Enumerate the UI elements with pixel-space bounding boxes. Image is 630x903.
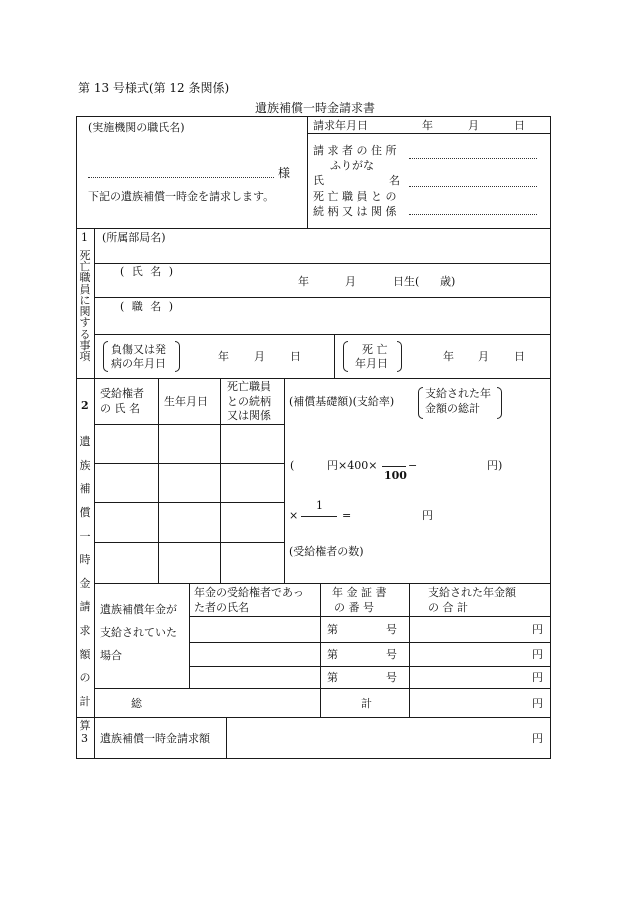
request-date-label: 請求年月日	[313, 119, 368, 132]
col-birthdate: 生年月日	[164, 395, 208, 408]
total-label-1: 総	[131, 697, 142, 710]
name-line[interactable]	[409, 186, 537, 187]
name-label-second: 名	[389, 174, 400, 187]
formula-right-brace	[497, 387, 502, 419]
cert-prefix-row1: 第	[327, 623, 338, 636]
style-number: 第 13 号様式(第 12 条関係)	[78, 81, 230, 95]
death-left-brace	[343, 341, 348, 372]
pension-col-name-1: 年金の受給権者であっ	[194, 586, 304, 599]
yen-row1: 円	[532, 623, 543, 636]
address-line[interactable]	[409, 158, 537, 159]
cert-prefix-row3: 第	[327, 671, 338, 684]
cert-prefix-row2: 第	[327, 648, 338, 661]
total-label-2: 計	[361, 697, 372, 710]
agency-label: (実施機関の職氏名)	[88, 121, 185, 134]
age-suffix: 歳)	[440, 275, 456, 288]
name-label-first: 氏	[313, 174, 324, 187]
request-date-month: 月	[468, 119, 479, 132]
section1-vertical-title: 死亡職員に関する事項	[79, 249, 91, 363]
formula-one: 1	[316, 499, 323, 512]
section2-number: 2	[81, 399, 89, 412]
section2-vertical-title: 遺族補償一時金請求額の計算	[79, 435, 91, 732]
injury-year: 年	[218, 350, 229, 363]
formula-paid-label-1: 支給された年	[425, 387, 491, 400]
formula-minus: −	[408, 459, 418, 472]
death-label-1: 死 亡	[362, 343, 388, 356]
col-relation-3: 又は関係	[227, 409, 271, 422]
injury-left-brace	[103, 341, 108, 372]
formula-yen-close: 円)	[487, 459, 503, 472]
section1-number: 1	[81, 231, 88, 244]
injury-label-2: 病の年月日	[111, 357, 166, 370]
birth-month: 月	[345, 275, 356, 288]
cert-suffix-row1: 号	[386, 623, 397, 636]
cert-suffix-row3: 号	[386, 671, 397, 684]
dept-label: (所属部局名)	[102, 231, 166, 244]
formula-recipients-label: (受給権者の数)	[289, 545, 364, 558]
formula-left-brace	[418, 387, 423, 419]
birth-day-suffix: 日生(	[393, 275, 420, 288]
birth-year: 年	[298, 275, 309, 288]
relation-label-2: 続 柄 又 は 関 係	[313, 205, 397, 218]
formula-denominator: 100	[384, 469, 407, 482]
formula-yen-times: 円×400×	[327, 459, 378, 472]
section3-yen: 円	[532, 732, 543, 745]
job-title-label: ( 職 名 )	[120, 300, 174, 313]
deceased-name-label: ( 氏 名 )	[120, 265, 174, 278]
section3-number: 3	[81, 732, 88, 745]
yen-row3: 円	[532, 671, 543, 684]
col-recipient-1: 受給権者	[100, 387, 144, 400]
death-label-2: 年月日	[355, 357, 388, 370]
formula-paid-label-2: 金額の総計	[425, 402, 480, 415]
formula-equals: =	[342, 509, 352, 522]
injury-day: 日	[290, 350, 301, 363]
formula-open-paren: (	[290, 459, 295, 472]
agency-name-line[interactable]	[88, 177, 274, 178]
relation-line[interactable]	[409, 214, 537, 215]
pension-label-2: 支給されていた	[100, 626, 177, 639]
col-relation-1: 死亡職員	[227, 380, 271, 393]
request-text: 下記の遺族補償一時金を請求します。	[88, 190, 275, 203]
form-title: 遺族補償一時金請求書	[254, 101, 375, 115]
formula-recipient-fraction-line	[301, 516, 337, 517]
pension-col-cert-1: 年 金 証 書	[332, 586, 387, 599]
pension-col-name-2: た者の氏名	[194, 601, 249, 614]
death-right-brace	[397, 341, 402, 372]
injury-label-1: 負傷又は発	[111, 343, 166, 356]
death-month: 月	[478, 350, 489, 363]
pension-col-amount-1: 支給された年金額	[428, 586, 516, 599]
section3-label: 遺族補償一時金請求額	[100, 732, 210, 745]
pension-col-cert-2: の 番 号	[334, 601, 374, 614]
honorific: 様	[278, 166, 291, 180]
injury-month: 月	[254, 350, 265, 363]
death-year: 年	[443, 350, 454, 363]
injury-right-brace	[175, 341, 180, 372]
request-date-year: 年	[422, 119, 433, 132]
col-relation-2: との続柄	[227, 395, 271, 408]
formula-fraction-line	[382, 466, 406, 467]
formula-yen: 円	[422, 509, 433, 522]
request-date-day: 日	[514, 119, 525, 132]
yen-row2: 円	[532, 648, 543, 661]
pension-label-1: 遺族補償年金が	[100, 603, 177, 616]
relation-label-1: 死 亡 職 員 と の	[313, 190, 397, 203]
col-recipient-2: の 氏 名	[100, 402, 140, 415]
furigana-label: ふりがな	[330, 159, 374, 172]
pension-col-amount-2: の 合 計	[428, 601, 468, 614]
cert-suffix-row2: 号	[386, 648, 397, 661]
formula-base-label: (補償基礎額)(支給率)	[289, 395, 395, 408]
death-day: 日	[514, 350, 525, 363]
formula-times: ×	[289, 509, 299, 522]
pension-label-3: 場合	[100, 649, 122, 662]
total-yen: 円	[532, 697, 543, 710]
address-label: 請 求 者 の 住 所	[313, 144, 397, 157]
